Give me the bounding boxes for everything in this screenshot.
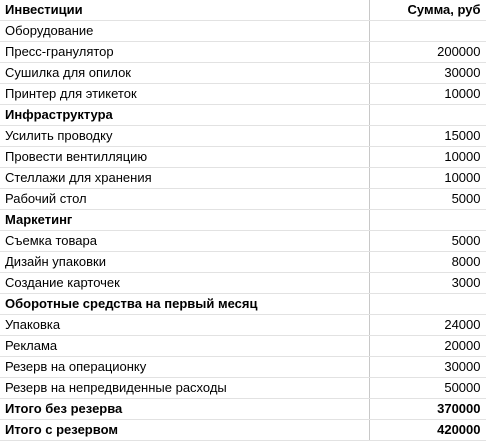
item-amount-cell[interactable]: 3000 [369, 273, 486, 294]
item-amount-cell[interactable]: 420000 [369, 420, 486, 441]
item-amount-cell[interactable] [369, 105, 486, 126]
item-amount-cell[interactable]: 50000 [369, 378, 486, 399]
item-amount-cell[interactable]: 20000 [369, 336, 486, 357]
table-row [0, 21, 486, 42]
item-name-cell[interactable]: Резерв на операционку [0, 357, 369, 378]
item-amount-cell[interactable] [369, 21, 486, 42]
item-amount-cell[interactable]: 24000 [369, 315, 486, 336]
table-row [0, 273, 486, 294]
item-name-cell[interactable]: Рабочий стол [0, 189, 369, 210]
item-name-cell[interactable]: Маркетинг [0, 210, 369, 231]
table-row [0, 315, 486, 336]
item-name-cell[interactable]: Реклама [0, 336, 369, 357]
table-row [0, 378, 486, 399]
item-name-cell[interactable]: Стеллажи для хранения [0, 168, 369, 189]
table-row [0, 294, 486, 315]
item-name-cell[interactable]: Провести вентилляцию [0, 147, 369, 168]
item-name-cell[interactable]: Инфраструктура [0, 105, 369, 126]
table-row [0, 126, 486, 147]
item-amount-cell[interactable]: 30000 [369, 357, 486, 378]
table-row [0, 84, 486, 105]
item-name-cell[interactable]: Пресс-гранулятор [0, 42, 369, 63]
table-row [0, 63, 486, 84]
item-name-cell[interactable]: Упаковка [0, 315, 369, 336]
item-name-cell[interactable]: Принтер для этикеток [0, 84, 369, 105]
table-row [0, 42, 486, 63]
table-row [0, 420, 486, 441]
item-name-cell[interactable]: Дизайн упаковки [0, 252, 369, 273]
table-row [0, 147, 486, 168]
item-amount-cell[interactable]: 30000 [369, 63, 486, 84]
header-name-cell[interactable]: Инвестиции [0, 0, 369, 21]
item-name-cell[interactable]: Съемка товара [0, 231, 369, 252]
item-name-cell[interactable]: Резерв на непредвиденные расходы [0, 378, 369, 399]
item-amount-cell[interactable]: 5000 [369, 189, 486, 210]
item-amount-cell[interactable]: 5000 [369, 231, 486, 252]
item-amount-cell[interactable] [369, 210, 486, 231]
item-amount-cell[interactable]: 10000 [369, 168, 486, 189]
table-row [0, 231, 486, 252]
item-name-cell[interactable]: Усилить проводку [0, 126, 369, 147]
table-row [0, 105, 486, 126]
table-row [0, 252, 486, 273]
header-amount-cell[interactable]: Сумма, руб [369, 0, 486, 21]
item-name-cell[interactable]: Оборудование [0, 21, 369, 42]
item-amount-cell[interactable]: 200000 [369, 42, 486, 63]
item-amount-cell[interactable]: 15000 [369, 126, 486, 147]
item-name-cell[interactable]: Итого без резерва [0, 399, 369, 420]
table-row [0, 210, 486, 231]
item-name-cell[interactable]: Оборотные средства на первый месяц [0, 294, 369, 315]
item-name-cell[interactable]: Итого с резервом [0, 420, 369, 441]
table-row [0, 168, 486, 189]
item-amount-cell[interactable]: 8000 [369, 252, 486, 273]
item-amount-cell[interactable] [369, 294, 486, 315]
item-name-cell[interactable]: Создание карточек [0, 273, 369, 294]
item-amount-cell[interactable]: 10000 [369, 147, 486, 168]
header-row [0, 0, 486, 21]
table-row [0, 189, 486, 210]
table-row [0, 357, 486, 378]
item-amount-cell[interactable]: 370000 [369, 399, 486, 420]
table-row [0, 399, 486, 420]
table-row [0, 336, 486, 357]
item-amount-cell[interactable]: 10000 [369, 84, 486, 105]
item-name-cell[interactable]: Сушилка для опилок [0, 63, 369, 84]
